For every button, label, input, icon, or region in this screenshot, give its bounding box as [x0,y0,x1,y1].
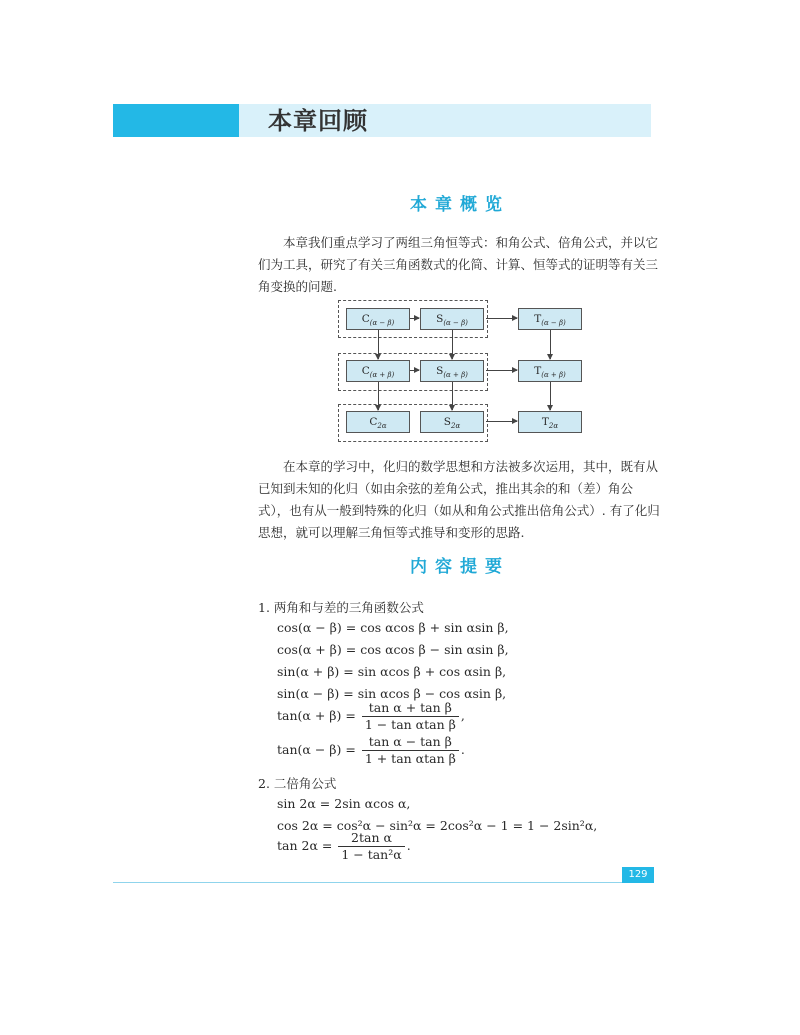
arrow-right [486,370,517,371]
formula-tan-sum: tan(α + β) = $\frac{\text{tan α + tan β}}{\text{1 − tan αtan β}}$ , [277,700,465,732]
arrow-down [452,382,453,410]
formula-derivation-diagram [338,300,588,442]
formula-sin-sum: sin(α + β) = sin αcos β + cos αsin β, [277,664,507,679]
overview-paragraph: 本章我们重点学习了两组三角恒等式：和角公式、倍角公式，并以它们为工具，研究了有关三角函数式的化简、计算、恒等式的证明等有关三角变换的问题. [258,235,659,294]
arrow-down [378,330,379,359]
arrow-down [378,382,379,410]
item1-title: 1. 两角和与差的三角函数公式 [258,600,424,615]
box-t-diff: $T_{(\alpha - \beta)}$ [518,308,582,330]
box-t-double: $T_{2\alpha}$ [518,411,582,433]
formula-cos-diff: cos(α − β) = cos αcos β + sin αsin β, [277,620,509,635]
arrow-down [550,330,551,359]
arrow-down [452,330,453,359]
box-c-sum: $C_{(\alpha + \beta)}$ [346,360,410,382]
arrow-right [486,421,517,422]
arrow-right [486,318,517,319]
formula-cos-double: cos 2α = cos²α − sin²α = 2cos²α − 1 = 1 − 2sin²α, [277,818,598,833]
chapter-review-title: 本章回顾 [268,106,368,135]
arrow-down [550,382,551,410]
box-s-sum: $S_{(\alpha + \beta)}$ [420,360,484,382]
box-t-sum: $T_{(\alpha + \beta)}$ [518,360,582,382]
box-c-diff: $C_{(\alpha - \beta)}$ [346,308,410,330]
formula-tan-double: tan 2α = $\frac{\text{2tan α}}{\text{1 − tan²α}}$ . [277,830,411,862]
formula-sin-double: sin 2α = 2sin αcos α, [277,796,411,811]
reasoning-paragraph: 在本章的学习中，化归的数学思想和方法被多次运用，其中，既有从已知到未知的化归（如由余弦的差角公式，推出其余的和（差）角公式），也有从一般到特殊的化归（如从和角公式推出倍角公式）. 有了化归思想，就可以理解三角恒等式推导和变形的思路. [258,459,660,540]
formula-tan-diff: tan(α − β) = $\frac{\text{tan α − tan β}}{\text{1 + tan αtan β}}$ . [277,734,465,766]
overview-heading: 本章概览 [410,195,510,215]
box-c-double: $C_{2\alpha}$ [346,411,410,433]
arrow-right [410,318,419,319]
formula-sin-diff: sin(α − β) = sin αcos β − cos αsin β, [277,686,507,701]
box-s-diff: $S_{(\alpha - \beta)}$ [420,308,484,330]
formula-cos-sum: cos(α + β) = cos αcos β − sin αsin β, [277,642,509,657]
item2-title: 2. 二倍角公式 [258,776,337,791]
arrow-right [410,370,419,371]
page-number: 129 [622,867,654,883]
footer-rule [113,882,631,883]
summary-heading: 内容提要 [410,557,510,577]
box-s-double: $S_{2\alpha}$ [420,411,484,433]
banner-accent-bar [113,104,239,137]
